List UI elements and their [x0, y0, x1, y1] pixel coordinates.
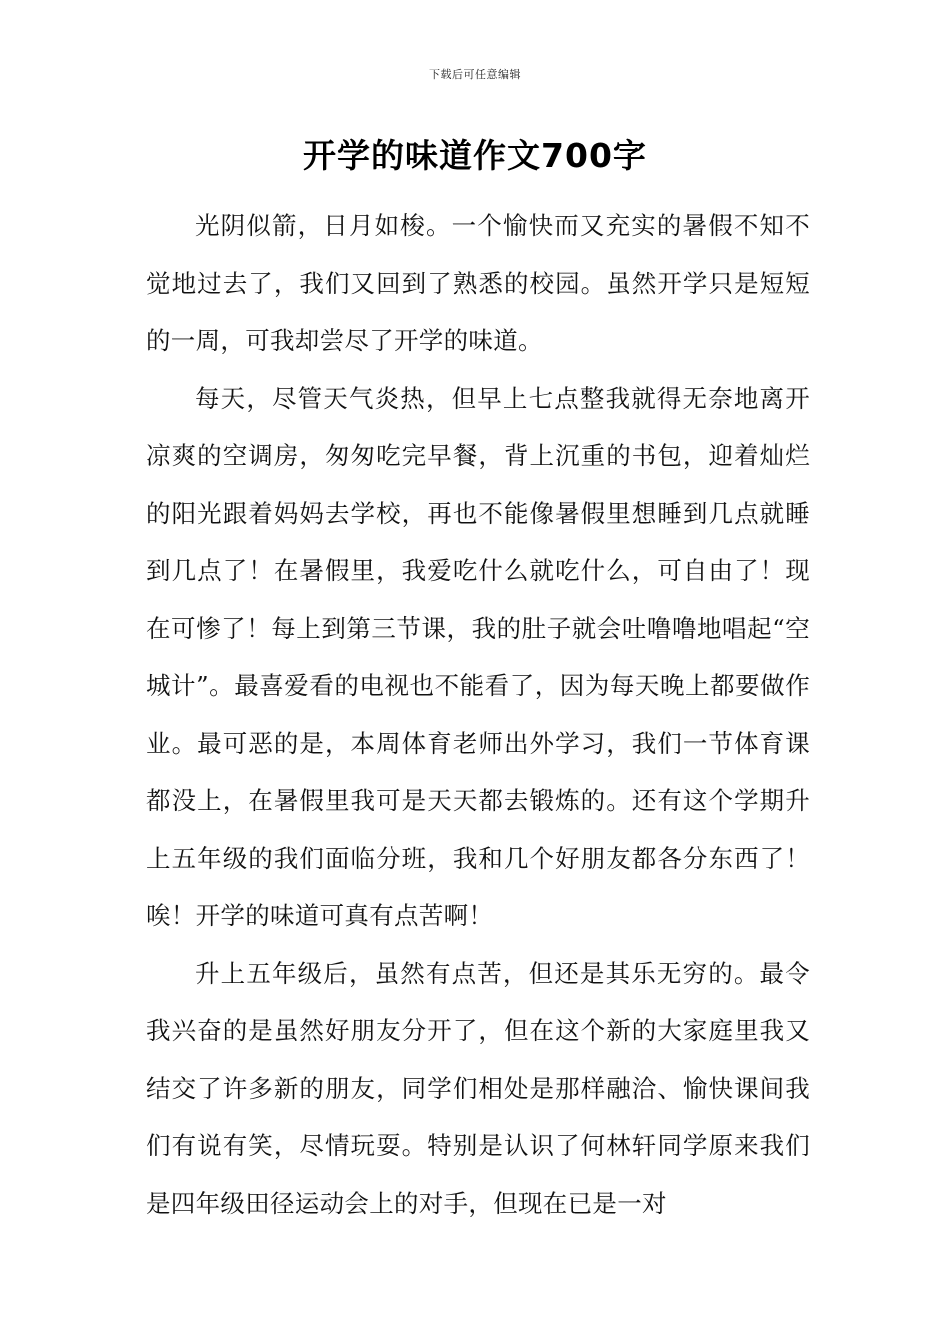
document-body	[146, 197, 810, 1232]
paragraph-2: 每天，尽管天气炎热，但早上七点整我就得无奈地离开凉爽的空调房，匆匆吃完早餐，背上沉重的书包，迎着灿烂的阳光跟着妈妈去学校，再也不能像暑假里想睡到几点就睡到几点了！在暑假里，我爱吃什么就吃什么，可自由了！现在可惨了！每上到第三节课，我的肚子就会吐噜噜地唱起“空城计”。最喜爱看的电视也不能看了，因为每天晚上都要做作业。最可恶的是，本周体育老师出外学习，我们一节体育课都没上，在暑假里我可是天天都去锻炼的。还有这个学期升上五年级的我们面临分班，我和几个好朋友都各分东西了！唉！开学的味道可真有点苦啊！	[146, 383, 810, 930]
paragraph-1: 光阴似箭，日月如梭。一个愉快而又充实的暑假不知不觉地过去了，我们又回到了熟悉的校园。虽然开学只是短短的一周，可我却尝尽了开学的味道。	[146, 211, 810, 355]
paragraph-3: 升上五年级后，虽然有点苦，但还是其乐无穷的。最令我兴奋的是虽然好朋友分开了，但在这个新的大家庭里我又结交了许多新的朋友，同学们相处是那样融洽、愉快课间我们有说有笑，尽情玩耍。特别是认识了何林轩同学原来我们是四年级田径运动会上的对手，但现在已是一对	[146, 958, 810, 1218]
header-note: 下载后可任意编辑	[429, 68, 521, 81]
document-title: 开学的味道作文700字	[303, 136, 647, 175]
